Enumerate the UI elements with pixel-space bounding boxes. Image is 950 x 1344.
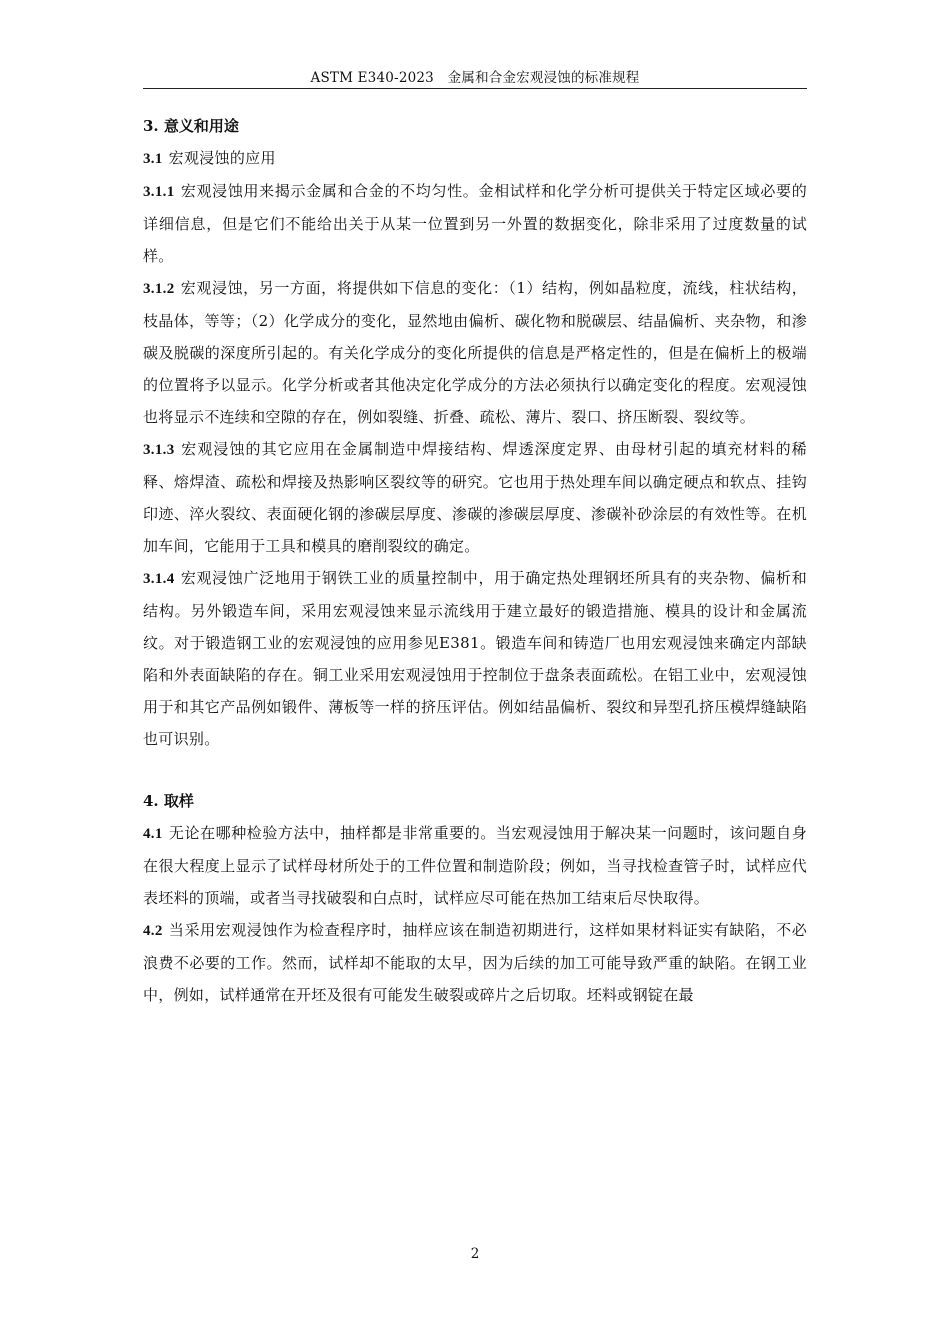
clause-3-1-4 bbox=[143, 562, 807, 755]
clause-text: 无论在哪种检验方法中，抽样都是非常重要的。当宏观浸蚀用于解决某一问题时，该问题自身在很大程度上显示了试样母材所处于的工件位置和制造阶段；例如，当寻找检查管子时，试样应代表坯料的顶端，或者当寻找破裂和白点时，试样应尽可能在热加工结束后尽快取得。 bbox=[143, 824, 807, 907]
section-3-heading: 3. 意义和用途 bbox=[143, 117, 239, 135]
clause-text: 宏观浸蚀用来揭示金属和合金的不均匀性。金相试样和化学分析可提供关于特定区域必要的详细信息，但是它们不能给出关于从某一位置到另一外置的数据变化，除非采用了过度数量的试样。 bbox=[143, 182, 807, 265]
page-body bbox=[143, 110, 807, 1011]
clause-3-1-2 bbox=[143, 272, 807, 433]
clause-text: 宏观浸蚀广泛地用于钢铁工业的质量控制中，用于确定热处理钢坯所具有的夹杂物、偏析和结构。另外锻造车间，采用宏观浸蚀来显示流线用于建立最好的锻造措施、模具的设计和金属流纹。对于锻造钢工业的宏观浸蚀的应用参见E381。锻造车间和铸造厂也用宏观浸蚀来确定内部缺陷和外表面缺陷的存在。铜工业采用宏观浸蚀用于控制位于盘条表面疏松。在铝工业中，宏观浸蚀用于和其它产品例如锻件、薄板等一样的挤压评估。例如结晶偏析、裂纹和异型孔挤压模焊缝缺陷也可识别。 bbox=[143, 569, 807, 748]
clause-3-1-3 bbox=[143, 433, 807, 562]
clause-number: 3.1.1 bbox=[143, 184, 175, 200]
clause-text: 宏观浸蚀，另一方面，将提供如下信息的变化：（1）结构，例如晶粒度，流线，柱状结构，枝晶体，等等；（2）化学成分的变化，显然地由偏析、碳化物和脱碳层、结晶偏析、夹杂物，和渗碳及脱碳的深度所引起的。有关化学成分的变化所提供的信息是严格定性的，但是在偏析上的极端的位置将予以显示。化学分析或者其他决定化学成分的方法必须执行以确定变化的程度。宏观浸蚀也将显示不连续和空隙的存在，例如裂缝、折叠、疏松、薄片、裂口、挤压断裂、裂纹等。 bbox=[143, 279, 807, 426]
clause-number: 3.1.2 bbox=[143, 281, 175, 297]
clause-number: 4.1 bbox=[143, 826, 163, 842]
clause-4-1 bbox=[143, 817, 807, 914]
section-4-heading: 4. 取样 bbox=[143, 792, 194, 810]
clause-3-1 bbox=[143, 142, 807, 175]
clause-3-1-1 bbox=[143, 175, 807, 272]
clause-number: 4.2 bbox=[143, 923, 163, 939]
section-spacer bbox=[143, 755, 807, 785]
clause-text: 当采用宏观浸蚀作为检查程序时，抽样应该在制造初期进行，这样如果材料证实有缺陷，不必浪费不必要的工作。然而，试样却不能取的太早，因为后续的加工可能导致严重的缺陷。在钢工业中，例如，试样通常在开坯及很有可能发生破裂或碎片之后切取。坯料或钢锭在最 bbox=[143, 921, 807, 1004]
header-divider bbox=[143, 88, 807, 89]
clause-text: 宏观浸蚀的其它应用在金属制造中焊接结构、焊透深度定界、由母材引起的填充材料的稀释、熔焊渣、疏松和焊接及热影响区裂纹等的研究。它也用于热处理车间以确定硬点和软点、挂钩印迹、淬火裂纹、表面硬化钢的渗碳层厚度、渗碳的渗碳层厚度、渗碳补砂涂层的有效性等。在机加车间，它能用于工具和模具的磨削裂纹的确定。 bbox=[143, 440, 807, 555]
clause-text: 宏观浸蚀的应用 bbox=[168, 149, 276, 167]
clause-number: 3.1.3 bbox=[143, 442, 175, 458]
page-number: 2 bbox=[470, 1246, 480, 1262]
clause-number: 3.1 bbox=[143, 151, 163, 167]
running-header: ASTM E340-2023 金属和合金宏观浸蚀的标准规程 bbox=[310, 70, 640, 86]
clause-4-2 bbox=[143, 914, 807, 1011]
clause-number: 3.1.4 bbox=[143, 571, 175, 587]
